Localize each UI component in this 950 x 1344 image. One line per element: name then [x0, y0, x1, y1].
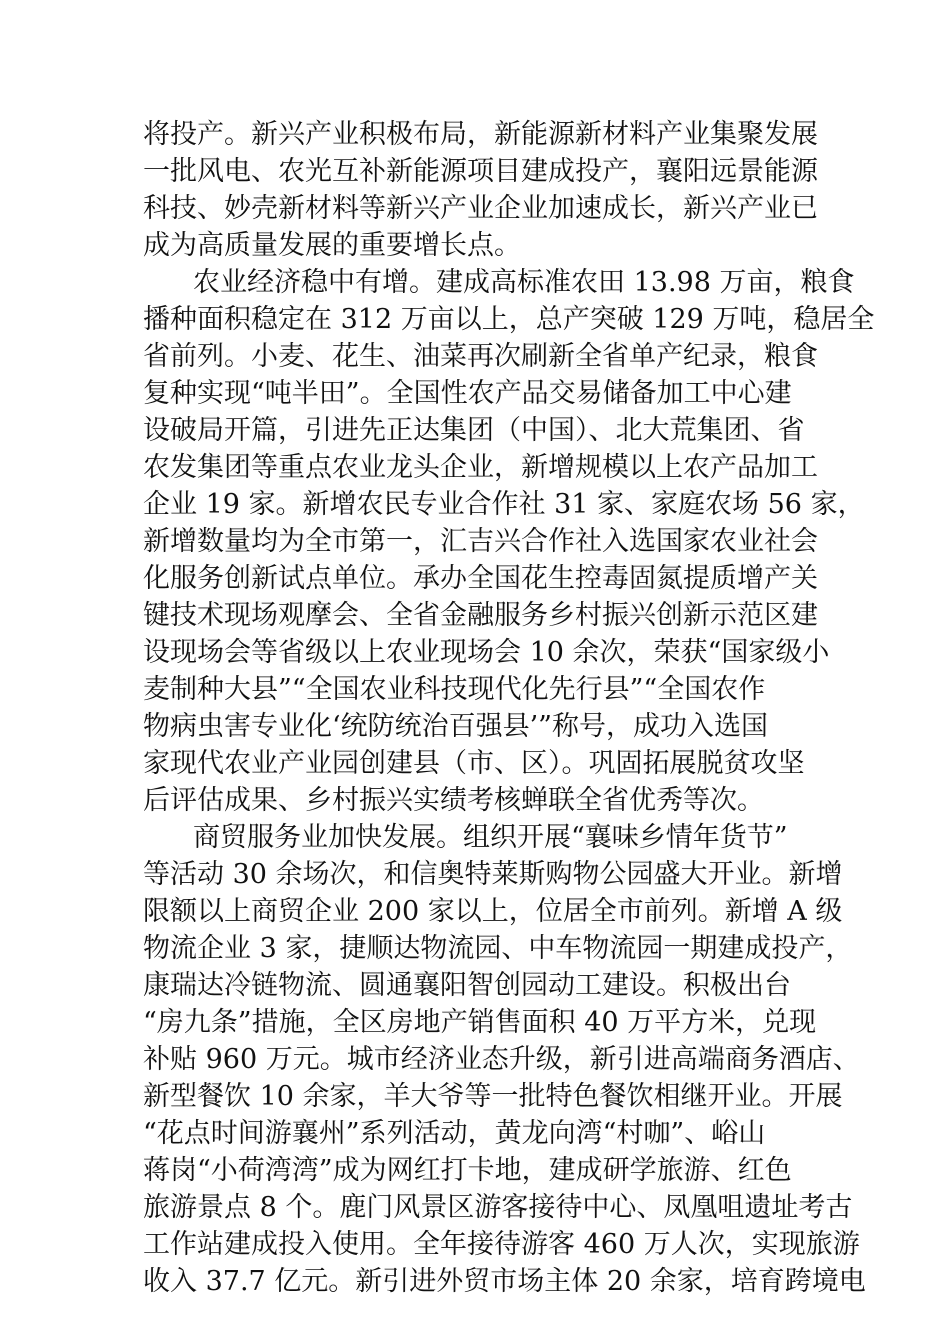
text-line: “花点时间游襄州”系列活动，黄龙向湾“村咖”、峪山 [143, 1118, 766, 1149]
paragraph-heading-line: 商贸服务业加快发展。组织开展“襄味乡情年货节” [193, 822, 788, 853]
text-line: 成为高质量发展的重要增长点。 [143, 230, 521, 261]
text-line: 旅游景点 8 个。鹿门风景区游客接待中心、凤凰咀遗址考古 [143, 1192, 853, 1223]
text-line: 麦制种大县”“全国农业科技现代化先行县”“全国农作 [143, 674, 766, 705]
text-line: 物病虫害专业化‘统防统治百强县’”称号，成功入选国 [143, 711, 768, 742]
text-line: 限额以上商贸企业 200 家以上，位居全市前列。新增 A 级 [143, 896, 843, 927]
text-line: 工作站建成投入使用。全年接待游客 460 万人次，实现旅游 [143, 1229, 860, 1260]
text-line: “房九条”措施，全区房地产销售面积 40 万平方米，兑现 [143, 1007, 817, 1038]
text-line: 家现代农业产业园创建县（市、区）。巩固拓展脱贫攻坚 [143, 748, 805, 779]
text-line: 设破局开篇，引进先正达集团（中国）、北大荒集团、省 [143, 415, 805, 446]
text-line: 补贴 960 万元。城市经济业态升级，新引进高端商务酒店、 [143, 1044, 860, 1075]
text-line: 物流企业 3 家，捷顺达物流园、中车物流园一期建成投产， [143, 933, 853, 964]
text-line: 后评估成果、乡村振兴实绩考核蝉联全省优秀等次。 [143, 785, 764, 816]
text-line: 农发集团等重点农业龙头企业，新增规模以上农产品加工 [143, 452, 818, 483]
text-line: 收入 37.7 亿元。新引进外贸市场主体 20 余家，培育跨境电 [143, 1266, 866, 1297]
text-line: 化服务创新试点单位。承办全国花生控毒固氮提质增产关 [143, 563, 818, 594]
text-line: 等活动 30 余场次，和信奥特莱斯购物公园盛大开业。新增 [143, 859, 843, 890]
text-line: 播种面积稳定在 312 万亩以上，总产突破 129 万吨，稳居全 [143, 304, 875, 335]
text-line: 新增数量均为全市第一，汇吉兴合作社入选国家农业社会 [143, 526, 818, 557]
paragraph-heading-line: 农业经济稳中有增。建成高标准农田 13.98 万亩，粮食 [193, 267, 855, 298]
text-line: 复种实现“吨半田”。全国性农产品交易储备加工中心建 [143, 378, 792, 409]
text-line: 一批风电、农光互补新能源项目建成投产，襄阳远景能源 [143, 156, 818, 187]
text-line: 科技、妙壳新材料等新兴产业企业加速成长，新兴产业已 [143, 193, 818, 224]
text-line: 康瑞达冷链物流、圆通襄阳智创园动工建设。积极出台 [143, 970, 791, 1001]
text-line: 键技术现场观摩会、全省金融服务乡村振兴创新示范区建 [143, 600, 818, 631]
text-line: 省前列。小麦、花生、油菜再次刷新全省单产纪录，粮食 [143, 341, 818, 372]
text-line: 设现场会等省级以上农业现场会 10 余次，荣获“国家级小 [143, 637, 830, 668]
text-line: 将投产。新兴产业积极布局，新能源新材料产业集聚发展 [143, 119, 818, 150]
text-line: 企业 19 家。新增农民专业合作社 31 家、家庭农场 56 家， [143, 489, 865, 520]
text-line: 蒋岗“小荷湾湾”成为网红打卡地，建成研学旅游、红色 [143, 1155, 792, 1186]
text-line: 新型餐饮 10 余家，羊大爷等一批特色餐饮相继开业。开展 [143, 1081, 843, 1112]
